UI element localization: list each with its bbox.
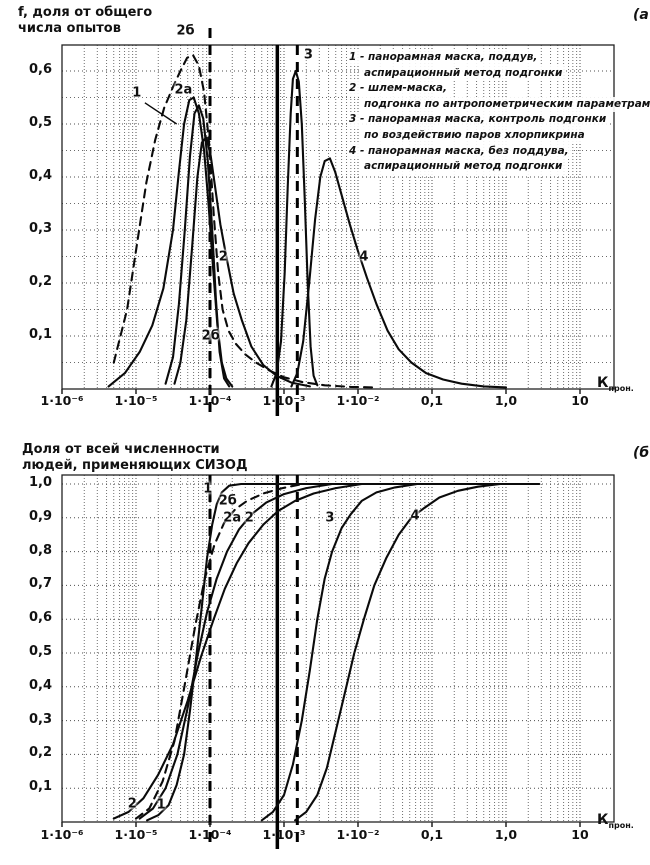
curve-label: 2 [127, 796, 137, 812]
x-tick-label: 1·10⁻⁶ [40, 827, 84, 842]
chart-b-title-line1: Доля от всей численности [22, 442, 220, 457]
k-subscript: прон. [608, 820, 634, 830]
y-tick-label: 0,1 [28, 327, 52, 342]
curve-label: 2а [174, 82, 193, 98]
x-tick-label: 1·10⁻⁵ [114, 827, 158, 842]
curve-label: 1 [156, 797, 166, 813]
y-tick-label: 0,7 [28, 576, 52, 592]
curve-label: 3 [303, 47, 313, 63]
y-tick-label: 0,2 [28, 274, 52, 289]
x-tick-label: 10 [571, 827, 589, 842]
curve-2 [175, 137, 310, 386]
y-tick-label: 0,4 [28, 677, 52, 693]
x-tick-label: 0,1 [420, 393, 444, 408]
legend-line: подгонка по антропометрическим параметрам [362, 97, 650, 113]
y-tick-label: 0,4 [28, 168, 52, 183]
x-tick-label: 1·10⁻⁴ [188, 393, 232, 408]
y-tick-label: 0,5 [28, 644, 52, 659]
curve-4 [291, 158, 506, 387]
curve-label: 2 [218, 249, 228, 264]
y-tick-label: 0,9 [28, 508, 52, 524]
y-tick-label: 0,3 [28, 221, 52, 236]
y-tick-label: 0,2 [28, 745, 52, 761]
x-tick-label: 1·10⁻⁵ [114, 393, 158, 408]
legend-line: 1 - панорамная маска, поддув, [347, 50, 539, 66]
curve-2б [114, 55, 373, 387]
chart-a-legend [347, 50, 650, 175]
y-tick-label: 0,5 [28, 115, 52, 130]
y-tick-label: 0,3 [28, 711, 52, 727]
curve-label: 1 [132, 85, 142, 101]
curve-label: 4 [410, 508, 420, 524]
legend-line: 3 - панорамная маска, контроль подгонки [347, 112, 608, 128]
x-tick-label: 1,0 [494, 393, 518, 408]
y-tick-label: 0,8 [28, 542, 52, 558]
chart-a-title-line1: f, доля от общего [18, 5, 153, 20]
k-symbol: К [597, 812, 609, 828]
legend-line: 4 - панорамная маска, без поддува, [347, 144, 571, 160]
x-tick-label: 1·10⁻² [336, 393, 380, 408]
curve-1 [147, 481, 537, 820]
curve-label: 1 [203, 481, 213, 497]
chart-b-title-line2: людей, применяющих СИЗОД [22, 458, 248, 473]
curve-label: 2а [223, 510, 242, 526]
x-tick-label: 10 [571, 393, 589, 408]
curve-label: 2 [244, 510, 254, 526]
curve-label: 3 [325, 510, 335, 526]
legend-line: аспирационный метод подгонки [362, 159, 564, 175]
curve-2 [114, 481, 537, 819]
x-tick-label: 1,0 [494, 827, 518, 842]
x-tick-label: 0,1 [420, 827, 444, 842]
x-tick-label: 1·10⁻³ [262, 393, 306, 408]
curve-label: 4 [359, 249, 369, 264]
curve-2а [166, 105, 230, 386]
y-tick-label: 0,6 [28, 610, 52, 626]
k-subscript: прон. [608, 383, 634, 393]
x-tick-label: 1·10⁻³ [262, 827, 306, 842]
curve-label: 2б [176, 23, 195, 39]
chart-a-marker: (а [633, 7, 649, 23]
legend-line: 2 - шлем-маска, [347, 81, 449, 97]
chart-a-title-line2: числа опытов [18, 21, 121, 36]
y-tick-label: 0,1 [28, 779, 52, 795]
y-tick-label: 0,6 [28, 62, 52, 77]
chart-a-x-axis-label [597, 375, 634, 393]
k-symbol: К [597, 375, 609, 391]
legend-line: по воздействию паров хлорпикрина [362, 128, 587, 144]
plot-border [62, 475, 614, 822]
y-tick-label: 1,0 [28, 475, 52, 490]
legend-line: аспирационный метод подгонки [362, 66, 564, 82]
x-tick-label: 1·10⁻² [336, 827, 380, 842]
chart-b-marker: (б [633, 445, 650, 461]
curve-label: 2б [218, 493, 237, 509]
x-tick-label: 1·10⁻⁴ [188, 827, 232, 842]
x-tick-label: 1·10⁻⁶ [40, 393, 84, 408]
curve-label: 2б [201, 328, 220, 344]
